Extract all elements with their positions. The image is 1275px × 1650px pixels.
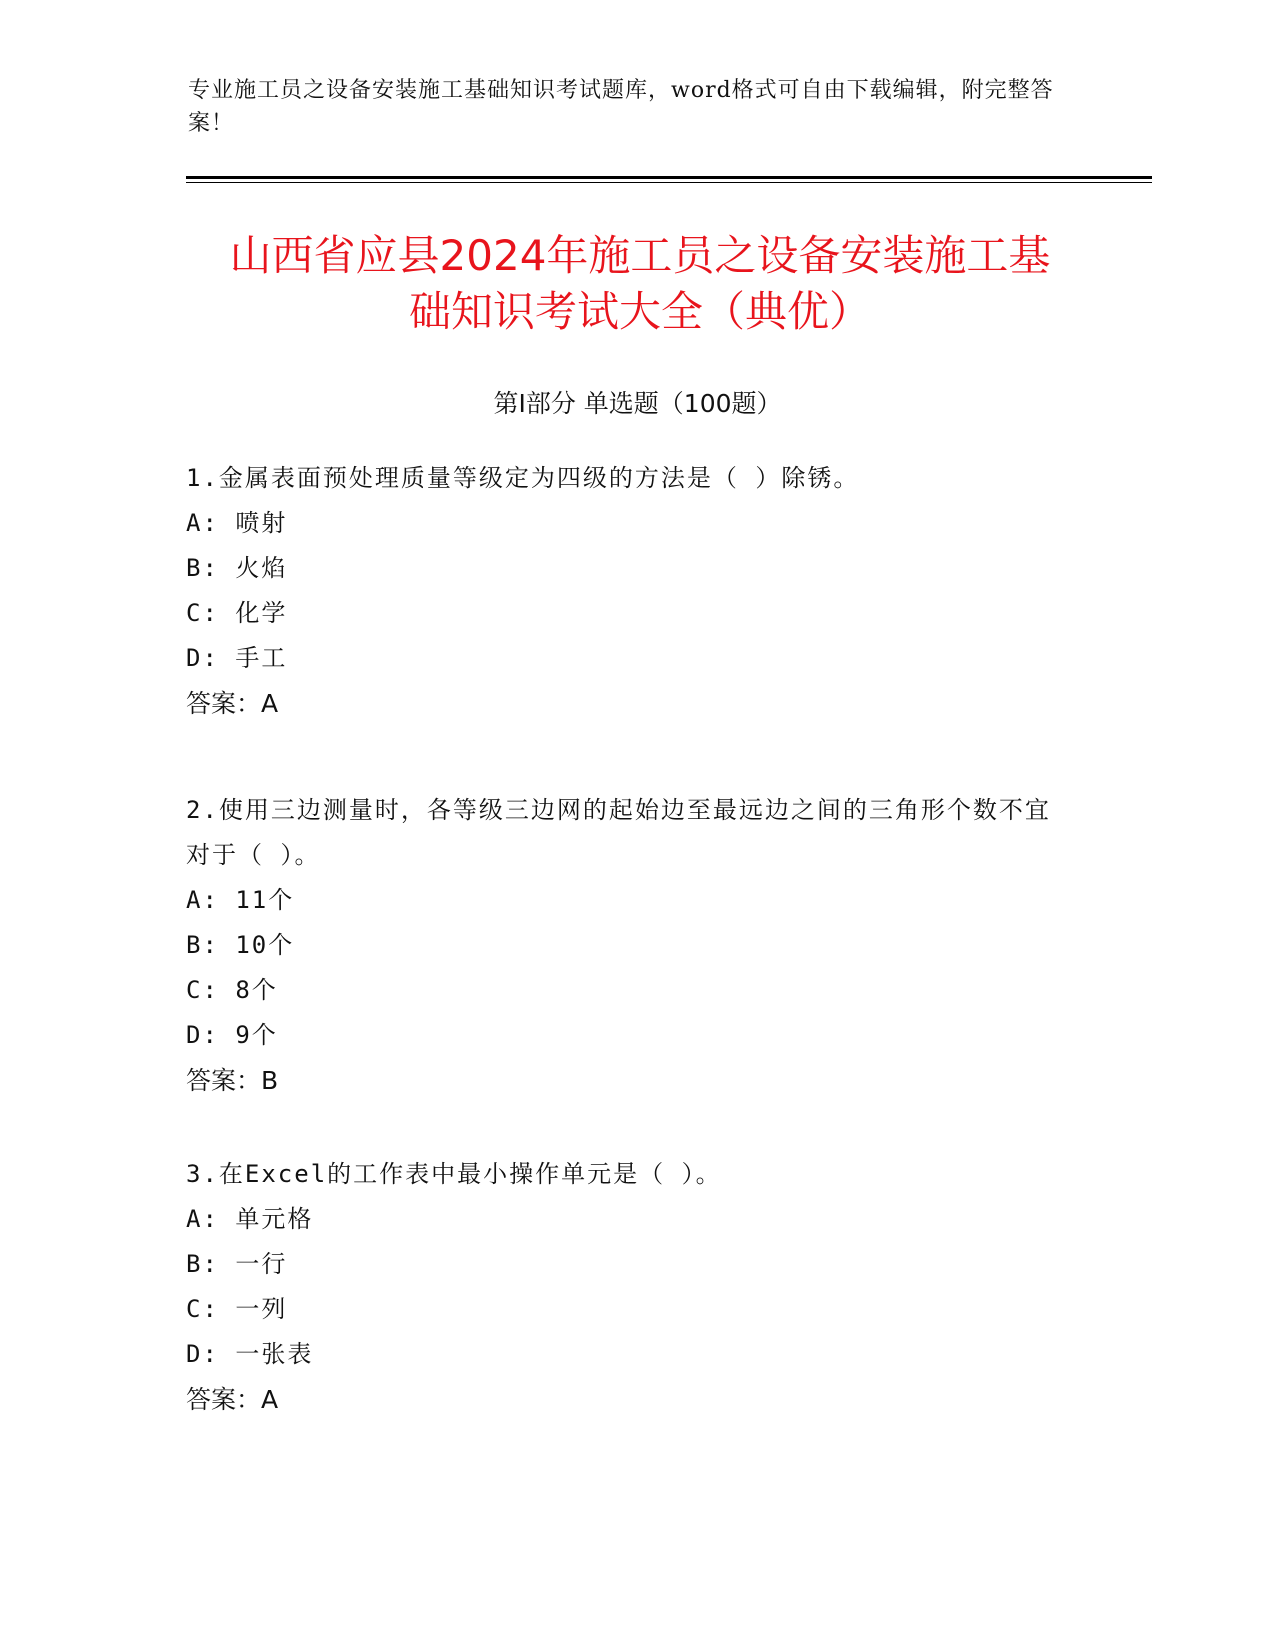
- question-stem: 2.使用三边测量时，各等级三边网的起始边至最远边之间的三角形个数不宜对于（ ）。: [186, 796, 1051, 869]
- header-note: 专业施工员之设备安装施工基础知识考试题库，word格式可自由下载编辑，附完整答案！: [188, 78, 1054, 136]
- question-2: [186, 788, 1086, 1103]
- document-title-line-2: 础知识考试大全（典优）: [408, 287, 871, 336]
- answer: 答案：B: [186, 1066, 279, 1095]
- document-title-line-1: 山西省应县2024年施工员之设备安装施工基: [229, 231, 1051, 280]
- answer: 答案：A: [186, 1385, 279, 1414]
- option-a: A: 喷射: [186, 509, 288, 537]
- option-b: B: 10个: [186, 931, 295, 959]
- question-3: [186, 1152, 1086, 1422]
- option-c: C: 化学: [186, 599, 288, 627]
- document-title: [150, 228, 1130, 340]
- header-rule-thin: [186, 182, 1152, 183]
- option-a: A: 11个: [186, 886, 295, 914]
- header-rule-thick: [186, 176, 1152, 179]
- question-stem: 1.金属表面预处理质量等级定为四级的方法是（ ）除锈。: [186, 464, 860, 492]
- option-a: A: 单元格: [186, 1205, 314, 1233]
- section-heading: 第Ⅰ部分 单选题（100题）: [493, 389, 782, 418]
- option-b: B: 火焰: [186, 554, 288, 582]
- answer: 答案：A: [186, 689, 279, 718]
- question-stem: 3.在Excel的工作表中最小操作单元是（ ）。: [186, 1160, 722, 1188]
- option-d: D: 9个: [186, 1021, 278, 1049]
- option-c: C: 8个: [186, 976, 278, 1004]
- option-b: B: 一行: [186, 1250, 288, 1278]
- question-1: [186, 456, 1086, 726]
- option-d: D: 手工: [186, 644, 288, 672]
- option-c: C: 一列: [186, 1295, 288, 1323]
- option-d: D: 一张表: [186, 1340, 314, 1368]
